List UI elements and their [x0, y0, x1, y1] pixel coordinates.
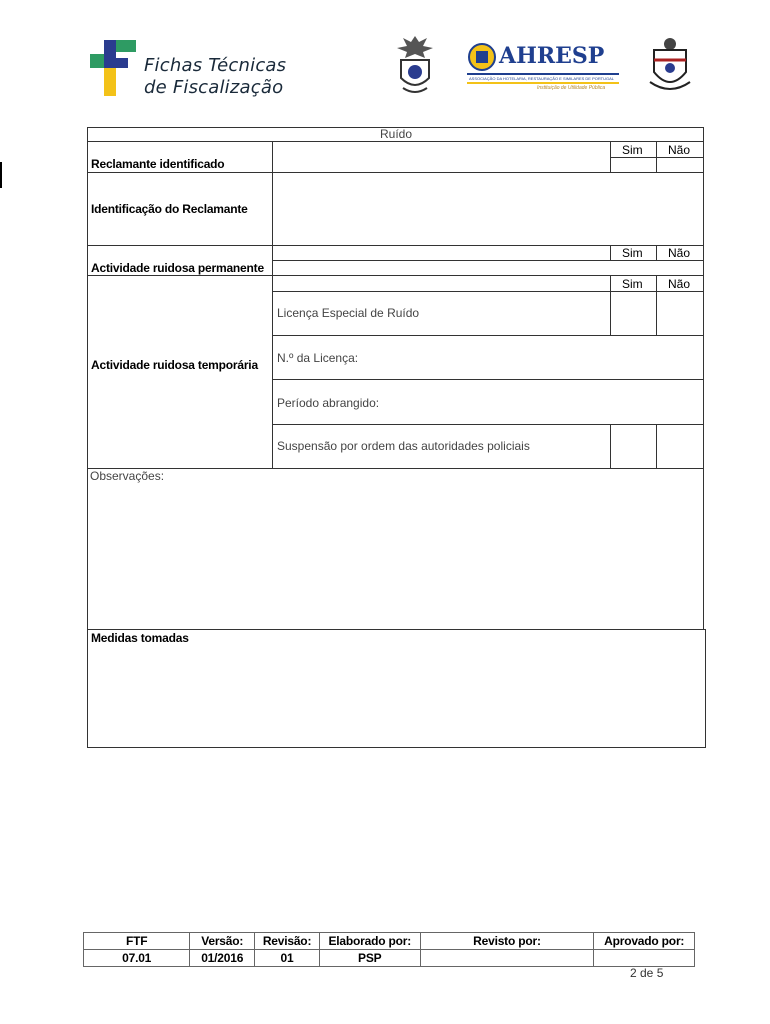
- medidas-label: Medidas tomadas: [91, 631, 189, 645]
- row-divider-1: [87, 172, 704, 173]
- row-sub-divider-3a: [272, 291, 704, 292]
- footer-h-elaborado: Elaborado por:: [319, 933, 420, 950]
- observacoes-label: Observações:: [90, 469, 165, 483]
- ahresp-rule: [467, 73, 619, 75]
- sim-col-divider-3: [610, 275, 611, 335]
- footer-table: [83, 932, 695, 967]
- sim-col-divider-2: [610, 245, 611, 261]
- row-divider-4: [87, 468, 704, 469]
- footer-v-revisto: [420, 950, 594, 967]
- row-identificacao-label: Identificação do Reclamante: [91, 202, 248, 216]
- row-divider-2: [87, 245, 704, 246]
- institution-crest-icon: [648, 36, 692, 96]
- brand-line-2: de Fiscalização: [144, 77, 284, 98]
- footer-v-aprovado: [594, 950, 695, 967]
- footer-h-revisao: Revisão:: [255, 933, 320, 950]
- sim-nao-sub-1: [610, 157, 704, 158]
- licenca-especial-label: Licença Especial de Ruído: [277, 306, 420, 320]
- nao-header-3: Não: [668, 277, 691, 291]
- ahresp-wordmark: AHRESP: [499, 43, 605, 69]
- ftf-logo-icon: [90, 40, 136, 96]
- periodo-label: Período abrangido:: [277, 396, 380, 410]
- ahresp-rule-yellow: [467, 82, 619, 84]
- frame-left: [87, 127, 88, 748]
- brand-line-1: Fichas Técnicas: [144, 55, 287, 76]
- ahresp-subtitle-2: Instituição de Utilidade Pública: [537, 85, 606, 91]
- footer-h-ftf: FTF: [84, 933, 190, 950]
- ahresp-subtitle: ASSOCIAÇÃO DA HOTELARIA, RESTAURAÇÃO E SIMILARES DE PORTUGAL: [469, 76, 614, 81]
- footer-h-revisto: Revisto por:: [420, 933, 594, 950]
- nao-col-divider-3: [656, 275, 657, 335]
- footer-header-row: [84, 933, 695, 950]
- brand-title: [144, 55, 286, 99]
- nao-header-2: Não: [668, 246, 691, 260]
- nao-col-divider-4: [656, 424, 657, 469]
- sim-col-divider-4: [610, 424, 611, 469]
- ahresp-emblem-icon: [467, 42, 497, 72]
- page-number: 2 de 5: [630, 966, 664, 980]
- sim-header-3: Sim: [622, 277, 643, 291]
- row-permanente-label: Actividade ruidosa permanente: [91, 261, 264, 275]
- footer-h-versao: Versão:: [190, 933, 255, 950]
- frame-bottom: [87, 747, 706, 748]
- ahresp-logo: [467, 42, 619, 94]
- sim-header-1: Sim: [622, 143, 643, 157]
- label-column-divider: [272, 141, 273, 469]
- row-sub-divider-3b: [272, 335, 704, 336]
- suspensao-label: Suspensão por ordem das autoridades policiais: [277, 439, 530, 453]
- row-temporaria-label: Actividade ruidosa temporária: [91, 358, 258, 372]
- footer-v-revisao: 01: [255, 950, 320, 967]
- footer-v-elaborado: PSP: [319, 950, 420, 967]
- footer-value-row: [84, 950, 695, 967]
- row-sub-divider-3d: [272, 424, 704, 425]
- nao-col-divider-2: [656, 245, 657, 261]
- frame-right-lower: [705, 630, 706, 748]
- sim-header-2: Sim: [622, 246, 643, 260]
- margin-mark: [0, 162, 2, 188]
- form-title: Ruído: [380, 127, 413, 141]
- footer-v-ftf: 07.01: [84, 950, 190, 967]
- numero-licenca-label: N.º da Licença:: [277, 351, 359, 365]
- footer-h-aprovado: Aprovado por:: [594, 933, 695, 950]
- row-reclamante-label: Reclamante identificado: [91, 157, 225, 171]
- psp-crest-icon: [393, 34, 437, 96]
- nao-header-1: Não: [668, 143, 691, 157]
- row-divider-3: [87, 275, 704, 276]
- title-divider: [87, 141, 704, 142]
- row-sub-divider-2a: [272, 260, 704, 261]
- footer-v-versao: 01/2016: [190, 950, 255, 967]
- row-divider-5: [87, 629, 706, 630]
- row-sub-divider-3c: [272, 379, 704, 380]
